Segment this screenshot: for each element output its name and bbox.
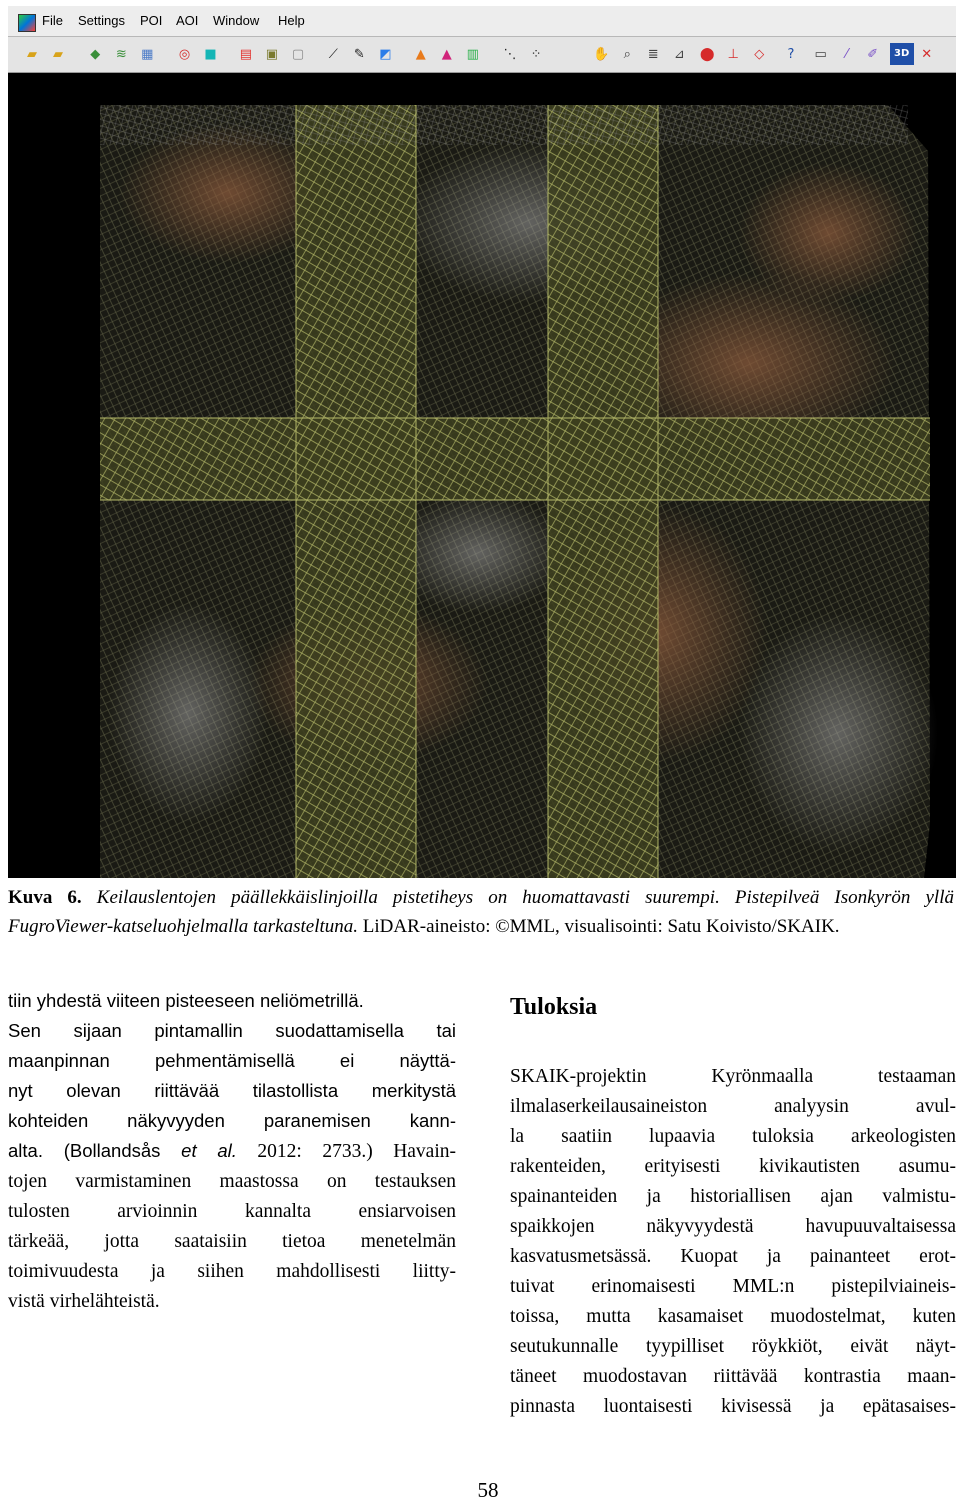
- measure-icon[interactable]: ⊿: [673, 46, 685, 62]
- add-folder-icon[interactable]: ▰: [53, 46, 64, 62]
- app-icon: [18, 14, 36, 32]
- text-line: spainanteiden ja historiallisen ajan valmistu-: [510, 1186, 956, 1207]
- text-line: spaikkojen näkyvyydestä havupuuvaltaisessa: [510, 1216, 956, 1237]
- open-folder-icon[interactable]: ▰: [27, 46, 38, 62]
- page-number: 58: [477, 1478, 499, 1502]
- swatch-icon[interactable]: ▢: [291, 46, 305, 62]
- pushpin-icon[interactable]: ⊥: [727, 46, 739, 62]
- menu-file[interactable]: File: [42, 13, 63, 28]
- add-layer-icon[interactable]: ◆: [90, 46, 101, 62]
- caption-label: Kuva 6.: [8, 887, 82, 908]
- text-line: kohteiden näkyvyyden paranemisen kann-: [8, 1110, 456, 1131]
- menu-aoi[interactable]: AOI: [176, 13, 199, 28]
- figure-screenshot: [8, 6, 956, 878]
- citation-pre: alta. (Bollandsås: [8, 1140, 182, 1161]
- rainbow-triangle-icon[interactable]: ▲: [441, 46, 452, 62]
- point-cloud-render: [8, 73, 956, 878]
- text-line: tärkeää, jotta saataisiin tietoa menetelmän: [8, 1231, 456, 1252]
- text-line: toimivuudesta ja siihen mahdollisesti liitty-: [8, 1261, 456, 1282]
- text-line: tojen varmistaminen maastossa on testauksen: [8, 1171, 456, 1192]
- cyan-box-icon[interactable]: ■: [204, 46, 217, 62]
- text-line: vistä virhelähteistä.: [8, 1291, 160, 1312]
- grid-layer-icon[interactable]: ▦: [141, 46, 154, 62]
- poi-pin-icon[interactable]: ⬤: [699, 46, 715, 62]
- pencil-icon[interactable]: ✐: [867, 46, 879, 62]
- ruler-icon[interactable]: ▭: [814, 46, 827, 62]
- right-column: [510, 986, 956, 1422]
- pen-icon[interactable]: ✎: [353, 46, 365, 62]
- text-line: rakenteiden, erityisesti kivikautisten asumu-: [510, 1156, 956, 1177]
- citation-post: 2012: 2733.) Havain-: [236, 1141, 456, 1162]
- text-line: toissa, mutta kasamaiset muodostelmat, kuten: [510, 1306, 956, 1327]
- target-icon[interactable]: ◎: [178, 46, 191, 62]
- point-cloud-viewport[interactable]: [8, 73, 956, 878]
- text-line: tuivat erinomaisesti MML:n pistepilviaineis-: [510, 1276, 956, 1297]
- text-line: Sen sijaan pintamallin suodattamisella tai: [8, 1020, 456, 1041]
- color-box-icon[interactable]: ▣: [265, 46, 279, 62]
- toolbar: [8, 37, 956, 73]
- text-line: la saatiin lupaavia tuloksia arkeologisten: [510, 1126, 956, 1147]
- caption-text: Keilauslentojen päällekkäislinjoilla pistetiheys on huomattavasti suurempi. Pistepilveä Isonkyrön yllä FugroViewer-katseluohjelmalla tarkasteltuna.: [8, 887, 954, 937]
- text-line: nyt olevan riittävää tilastollista merkitystä: [8, 1080, 456, 1101]
- points-icon[interactable]: ⁘: [530, 46, 542, 62]
- left-paragraph: [8, 986, 456, 1317]
- dotted-path-icon[interactable]: ⋱: [503, 46, 517, 62]
- color-columns-icon[interactable]: ▥: [466, 46, 479, 62]
- text-line: ilmalaserkeilausaineiston analyysin avul-: [510, 1096, 956, 1117]
- mountain-icon[interactable]: ▲: [415, 46, 426, 62]
- text-line: tiin yhdestä viiteen pisteeseen neliömetrillä.: [8, 990, 364, 1011]
- right-paragraph: [510, 1062, 956, 1422]
- menu-settings[interactable]: Settings: [78, 13, 125, 28]
- 3d-view-icon[interactable]: 3D: [890, 43, 914, 65]
- citation-line: [8, 1136, 456, 1167]
- menu-window[interactable]: Window: [213, 13, 260, 28]
- text-line: kasvatusmetsässä. Kuopat ja painanteet erot-: [510, 1246, 956, 1267]
- section-heading: Tuloksia: [510, 994, 598, 1020]
- text-line: tulosten arvioinnin kannalta ensiarvoisen: [8, 1201, 456, 1222]
- rainbow-square-icon[interactable]: ◩: [379, 46, 392, 62]
- zoom-icon[interactable]: ⌕: [623, 46, 631, 62]
- eraser-icon[interactable]: ⁄: [845, 46, 848, 62]
- figure-caption: [8, 883, 954, 941]
- caption-credit: LiDAR-aineisto: ©MML, visualisointi: Satu Koivisto/SKAIK.: [362, 916, 840, 937]
- citation-et-al: et al.: [181, 1140, 237, 1161]
- help-icon[interactable]: ?: [787, 46, 795, 62]
- text-line: täneet muodostavan riittävää kontrastia maan-: [510, 1366, 956, 1387]
- layers-stack-icon[interactable]: ≋: [115, 46, 127, 62]
- color-bars-icon[interactable]: ▤: [239, 46, 253, 62]
- close-icon[interactable]: ✕: [921, 46, 933, 62]
- menu-help[interactable]: Help: [278, 13, 305, 28]
- menu-poi[interactable]: POI: [140, 13, 163, 28]
- text-line: pinnasta luontaisesti kivisessä ja epätasaises-: [510, 1396, 956, 1417]
- text-line: seutukunnalle tyypilliset röykkiöt, eivät näyt-: [510, 1336, 956, 1357]
- zigzag-icon[interactable]: ⟋: [328, 46, 338, 62]
- pan-hand-icon[interactable]: ✋: [593, 46, 610, 62]
- text-line: SKAIK-projektin Kyrönmaalla testaaman: [510, 1066, 956, 1087]
- text-line: maanpinnan pehmentämisellä ei näyttä-: [8, 1050, 456, 1071]
- diamond-icon[interactable]: ◇: [754, 46, 765, 62]
- menu-bar: [8, 6, 956, 37]
- left-column: [8, 986, 456, 1317]
- stack-icon[interactable]: ≣: [647, 46, 659, 62]
